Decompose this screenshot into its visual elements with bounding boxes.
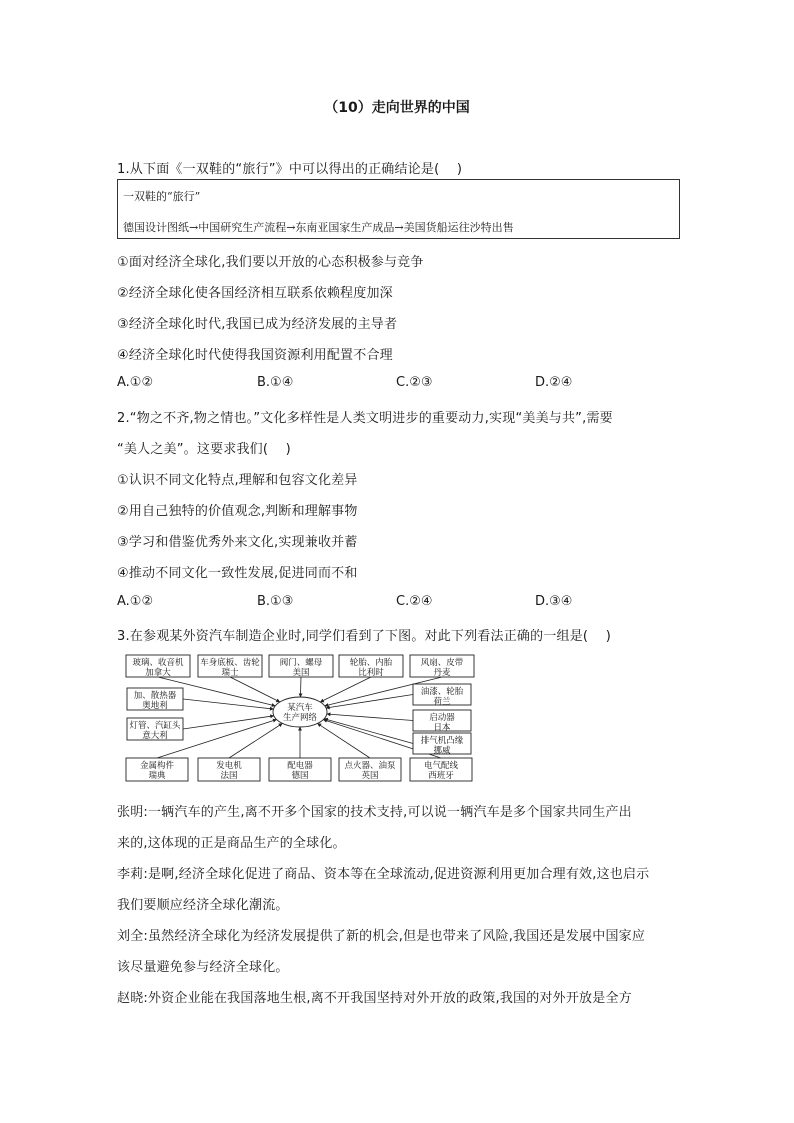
right-supplier-2-line-2: 日本 — [433, 723, 451, 733]
bottom-supplier-5-line-1: 电气配线 — [423, 761, 459, 771]
q1-option-d: D.②④ — [535, 375, 573, 390]
q1-shoe-journey-box — [117, 179, 680, 239]
q2-option-b: B.①③ — [257, 594, 294, 609]
network-center-line-1: 某汽车 — [287, 703, 313, 713]
q3-opinion-zhang-line1: 张明:一辆汽车的产生,离不开多个国家的技术支持,可以说一辆汽车是多个国家共同生产出 — [117, 805, 632, 820]
left-supplier-1 — [127, 688, 183, 711]
bottom-supplier-3-line-2: 德国 — [291, 771, 309, 781]
q3-stem: 3.在参观某外资汽车制造企业时,同学们看到了下图。对此下列看法正确的一组是( ) — [117, 629, 612, 644]
q1-option-a: A.①② — [117, 375, 154, 390]
left-supplier-2-line-1: 灯管、汽缸头 — [129, 721, 181, 731]
right-supplier-1 — [413, 684, 471, 707]
q1-stem: 1.从下面《一双鞋的“旅行”》中可以得出的正确结论是( ) — [117, 162, 463, 177]
bottom-supplier-5 — [410, 758, 472, 781]
left-supplier-1-line-2: 奥地利 — [142, 701, 168, 711]
q3-opinion-li-line2: 我们要顺应经济全球化潮流。 — [117, 898, 289, 913]
q1-option-c: C.②③ — [396, 375, 433, 390]
left-supplier-1-arrow — [183, 699, 274, 709]
bottom-supplier-5-line-2: 西班牙 — [428, 771, 454, 781]
right-supplier-2-arrow — [327, 714, 413, 720]
top-supplier-5 — [410, 655, 474, 678]
right-supplier-1-arrow — [326, 695, 413, 708]
left-supplier-2-line-2: 意大利 — [142, 731, 168, 741]
top-supplier-1 — [126, 655, 190, 678]
page-title: （10）走向世界的中国 — [324, 100, 470, 116]
q1-option-b: B.①④ — [257, 375, 294, 390]
q2-option-c: C.②④ — [396, 594, 433, 609]
bottom-supplier-1 — [126, 758, 188, 781]
top-supplier-5-line-1: 风扇、皮带 — [420, 658, 464, 668]
top-supplier-3-arrow — [300, 677, 301, 697]
q1-box-flow: 德国设计图纸→中国研究生产流程→东南亚国家生产成品→美国货船运往沙特出售 — [123, 221, 514, 234]
top-supplier-3-line-2: 美国 — [292, 668, 310, 678]
top-supplier-3-line-1: 阀门、螺母 — [279, 658, 323, 668]
top-supplier-2-line-1: 车身底板、齿轮 — [200, 658, 260, 668]
q2-item-1: ①认识不同文化特点,理解和包容文化差异 — [117, 473, 358, 488]
q2-option-d: D.③④ — [535, 594, 573, 609]
network-center-line-2: 生产网络 — [282, 713, 318, 723]
right-supplier-3-line-2: 挪威 — [433, 746, 451, 756]
q1-box-title: 一双鞋的“旅行” — [123, 190, 201, 203]
right-supplier-2-line-1: 启动器 — [429, 713, 455, 723]
q2-item-2: ②用自己独特的价值观念,判断和理解事物 — [117, 504, 358, 519]
q1-item-1: ①面对经济全球化,我们要以开放的心态积极参与竞争 — [117, 255, 424, 270]
top-supplier-3 — [269, 655, 333, 678]
top-supplier-5-line-2: 丹麦 — [433, 668, 451, 678]
top-supplier-4-arrow — [320, 677, 371, 702]
top-supplier-2-arrow — [230, 677, 280, 702]
q3-opinion-liu-line2: 该尽量避免参与经济全球化。 — [117, 960, 289, 975]
top-supplier-4 — [339, 655, 403, 678]
q2-stem-line1: 2.“物之不齐,物之情也。”文化多样性是人类文明进步的重要动力,实现“美美与共”,需要 — [117, 411, 613, 426]
bottom-supplier-2-arrow — [229, 723, 282, 758]
car-production-network-diagram — [124, 652, 476, 784]
q1-item-2: ②经济全球化使各国经济相互联系依赖程度加深 — [117, 286, 393, 301]
bottom-supplier-3-line-1: 配电器 — [287, 761, 313, 771]
bottom-supplier-1-line-1: 金属构件 — [139, 761, 175, 771]
q2-stem-line2: “美人之美”。这要求我们( ) — [117, 442, 291, 457]
bottom-supplier-4 — [339, 758, 401, 781]
bottom-supplier-2-line-1: 发电机 — [216, 761, 242, 771]
q3-opinion-liu-line1: 刘全:虽然经济全球化为经济发展提供了新的机会,但是也带来了风险,我国还是发展中国家应 — [117, 929, 646, 944]
right-supplier-2 — [413, 710, 471, 733]
top-supplier-1-line-1: 玻璃、收音机 — [132, 658, 184, 668]
top-supplier-4-line-2: 比利时 — [358, 668, 384, 678]
right-supplier-3-line-1: 排气机凸缘 — [420, 736, 464, 746]
q2-option-a: A.①② — [117, 594, 154, 609]
right-supplier-1-line-2: 荷兰 — [433, 697, 451, 707]
bottom-supplier-2-line-2: 法国 — [220, 771, 238, 781]
q3-opinion-zhao-line1: 赵晓:外资企业能在我国落地生根,离不开我国坚持对外开放的政策,我国的对外开放是全方 — [117, 991, 632, 1006]
q1-item-3: ③经济全球化时代,我国已成为经济发展的主导者 — [117, 317, 398, 332]
q2-item-3: ③学习和借鉴优秀外来文化,实现兼收并蓄 — [117, 535, 358, 550]
bottom-supplier-1-line-2: 瑞典 — [148, 771, 166, 781]
top-supplier-4-line-1: 轮胎、内胎 — [349, 658, 393, 668]
right-supplier-3-arrow — [324, 719, 413, 744]
bottom-supplier-3 — [269, 758, 331, 781]
top-supplier-2-line-2: 瑞士 — [221, 668, 239, 678]
bottom-supplier-2 — [198, 758, 260, 781]
q1-item-4: ④经济全球化时代使得我国资源利用配置不合理 — [117, 348, 393, 363]
left-supplier-2-arrow — [183, 716, 274, 729]
q2-item-4: ④推动不同文化一致性发展,促进同而不和 — [117, 566, 358, 581]
q3-opinion-li-line1: 李莉:是啊,经济全球化促进了商品、资本等在全球流动,促进资源利用更加合理有效,这也启示 — [117, 867, 650, 882]
left-supplier-1-line-1: 加、散热器 — [133, 691, 177, 701]
right-supplier-3 — [413, 733, 471, 756]
bottom-supplier-4-line-2: 英国 — [361, 771, 379, 781]
top-supplier-2 — [198, 655, 262, 678]
q3-opinion-zhang-line2: 来的,这体现的正是商品生产的全球化。 — [117, 836, 346, 851]
top-supplier-1-line-2: 加拿大 — [145, 668, 171, 678]
right-supplier-1-line-1: 油漆、轮胎 — [420, 687, 464, 697]
network-center — [273, 697, 327, 727]
bottom-supplier-4-arrow — [317, 723, 370, 758]
bottom-supplier-4-line-1: 点火器、油泵 — [344, 761, 396, 771]
left-supplier-2 — [127, 718, 183, 741]
